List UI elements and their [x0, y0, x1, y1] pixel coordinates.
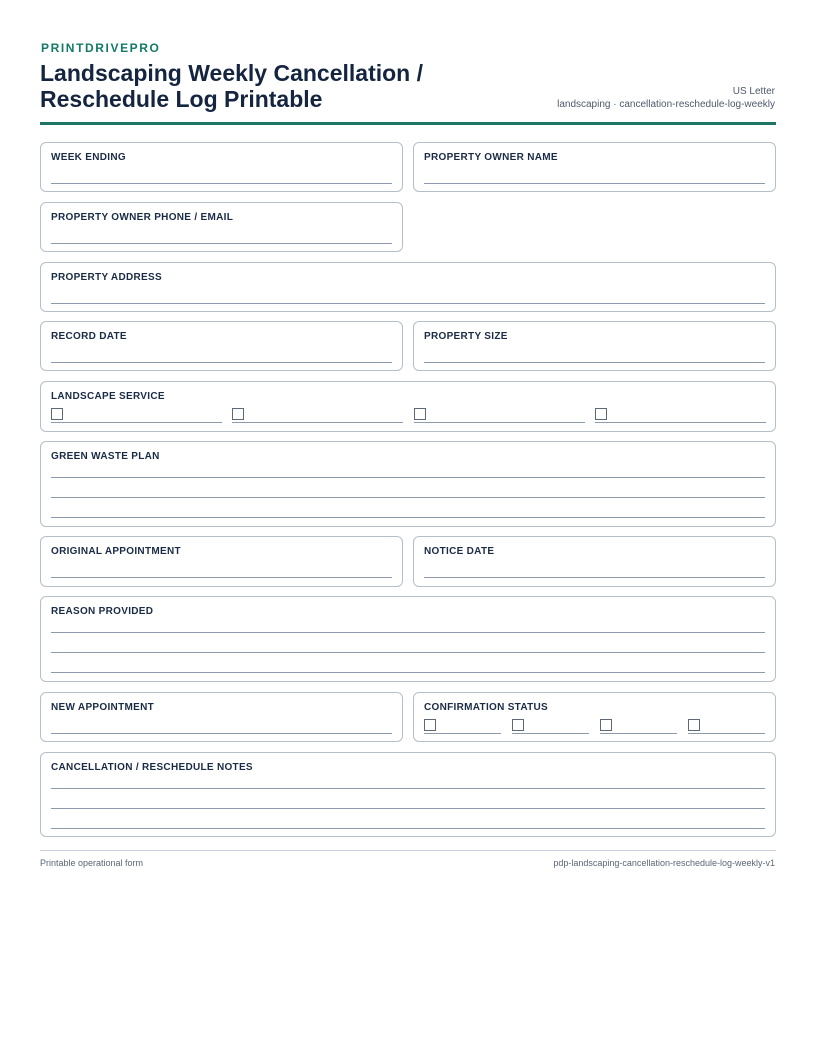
green-waste-plan-label: GREEN WASTE PLAN [51, 451, 160, 462]
notes-label: CANCELLATION / RESCHEDULE NOTES [51, 762, 253, 773]
reason-provided-line[interactable] [51, 672, 765, 673]
notes-line[interactable] [51, 808, 765, 809]
confirmation-status-option[interactable] [424, 719, 501, 734]
reason-provided-field[interactable] [40, 596, 776, 682]
green-waste-plan-line[interactable] [51, 517, 765, 518]
week-ending-line[interactable] [51, 183, 392, 184]
property-owner-contact-line[interactable] [51, 243, 392, 244]
record-date-label: RECORD DATE [51, 331, 127, 342]
property-size-line[interactable] [424, 362, 765, 363]
new-appointment-field[interactable] [40, 692, 403, 742]
footer-left: Printable operational form [40, 858, 144, 868]
checkbox[interactable] [424, 719, 436, 731]
property-address-label: PROPERTY ADDRESS [51, 272, 162, 283]
property-address-field[interactable] [40, 262, 776, 312]
notes-field[interactable] [40, 752, 776, 837]
brand-logo: PRINTDRIVEPRO [41, 41, 161, 55]
paper-size: US Letter [732, 86, 775, 97]
week-ending-label: WEEK ENDING [51, 152, 126, 163]
property-owner-contact-label: PROPERTY OWNER PHONE / EMAIL [51, 212, 234, 223]
property-owner-name-label: PROPERTY OWNER NAME [424, 152, 558, 163]
reason-provided-line[interactable] [51, 652, 765, 653]
reason-provided-label: REASON PROVIDED [51, 606, 154, 617]
header-rule [40, 122, 776, 125]
confirmation-status-option[interactable] [512, 719, 589, 734]
record-date-field[interactable] [40, 321, 403, 371]
property-size-label: PROPERTY SIZE [424, 331, 508, 342]
green-waste-plan-field[interactable] [40, 441, 776, 527]
checkbox[interactable] [688, 719, 700, 731]
record-date-line[interactable] [51, 362, 392, 363]
checkbox[interactable] [232, 408, 244, 420]
notice-date-line[interactable] [424, 577, 765, 578]
new-appointment-label: NEW APPOINTMENT [51, 702, 155, 713]
property-address-line[interactable] [51, 303, 765, 304]
footer-right: pdp-landscaping-cancellation-reschedule-log-weekly-v1 [553, 858, 775, 868]
checkbox[interactable] [512, 719, 524, 731]
notice-date-field[interactable] [413, 536, 776, 587]
green-waste-plan-line[interactable] [51, 477, 765, 478]
notes-line[interactable] [51, 828, 765, 829]
original-appointment-field[interactable] [40, 536, 403, 587]
property-owner-name-line[interactable] [424, 183, 765, 184]
checkbox[interactable] [600, 719, 612, 731]
original-appointment-label: ORIGINAL APPOINTMENT [51, 546, 181, 557]
confirmation-status-label: CONFIRMATION STATUS [424, 702, 549, 713]
property-owner-contact-field[interactable] [40, 202, 403, 252]
landscape-service-option[interactable] [232, 408, 403, 423]
property-size-field[interactable] [413, 321, 776, 371]
notes-line[interactable] [51, 788, 765, 789]
page-meta [557, 85, 775, 111]
checkbox[interactable] [51, 408, 63, 420]
reason-provided-line[interactable] [51, 632, 765, 633]
checkbox[interactable] [595, 408, 607, 420]
landscape-service-option[interactable] [51, 408, 222, 423]
confirmation-status-option[interactable] [600, 719, 677, 734]
page-title: Landscaping Weekly Cancellation / Reschedule Log Printable [40, 60, 424, 112]
landscape-service-option[interactable] [595, 408, 766, 423]
form-slug: landscaping · cancellation-reschedule-log-weekly [557, 99, 775, 110]
notice-date-label: NOTICE DATE [424, 546, 495, 557]
landscape-service-field [40, 381, 776, 432]
footer-rule [40, 850, 776, 851]
property-owner-name-field[interactable] [413, 142, 776, 192]
landscape-service-option[interactable] [414, 408, 585, 423]
new-appointment-line[interactable] [51, 733, 392, 734]
checkbox[interactable] [414, 408, 426, 420]
week-ending-field[interactable] [40, 142, 403, 192]
landscape-service-label: LANDSCAPE SERVICE [51, 391, 165, 402]
confirmation-status-option[interactable] [688, 719, 765, 734]
original-appointment-line[interactable] [51, 577, 392, 578]
green-waste-plan-line[interactable] [51, 497, 765, 498]
confirmation-status-field [413, 692, 776, 742]
